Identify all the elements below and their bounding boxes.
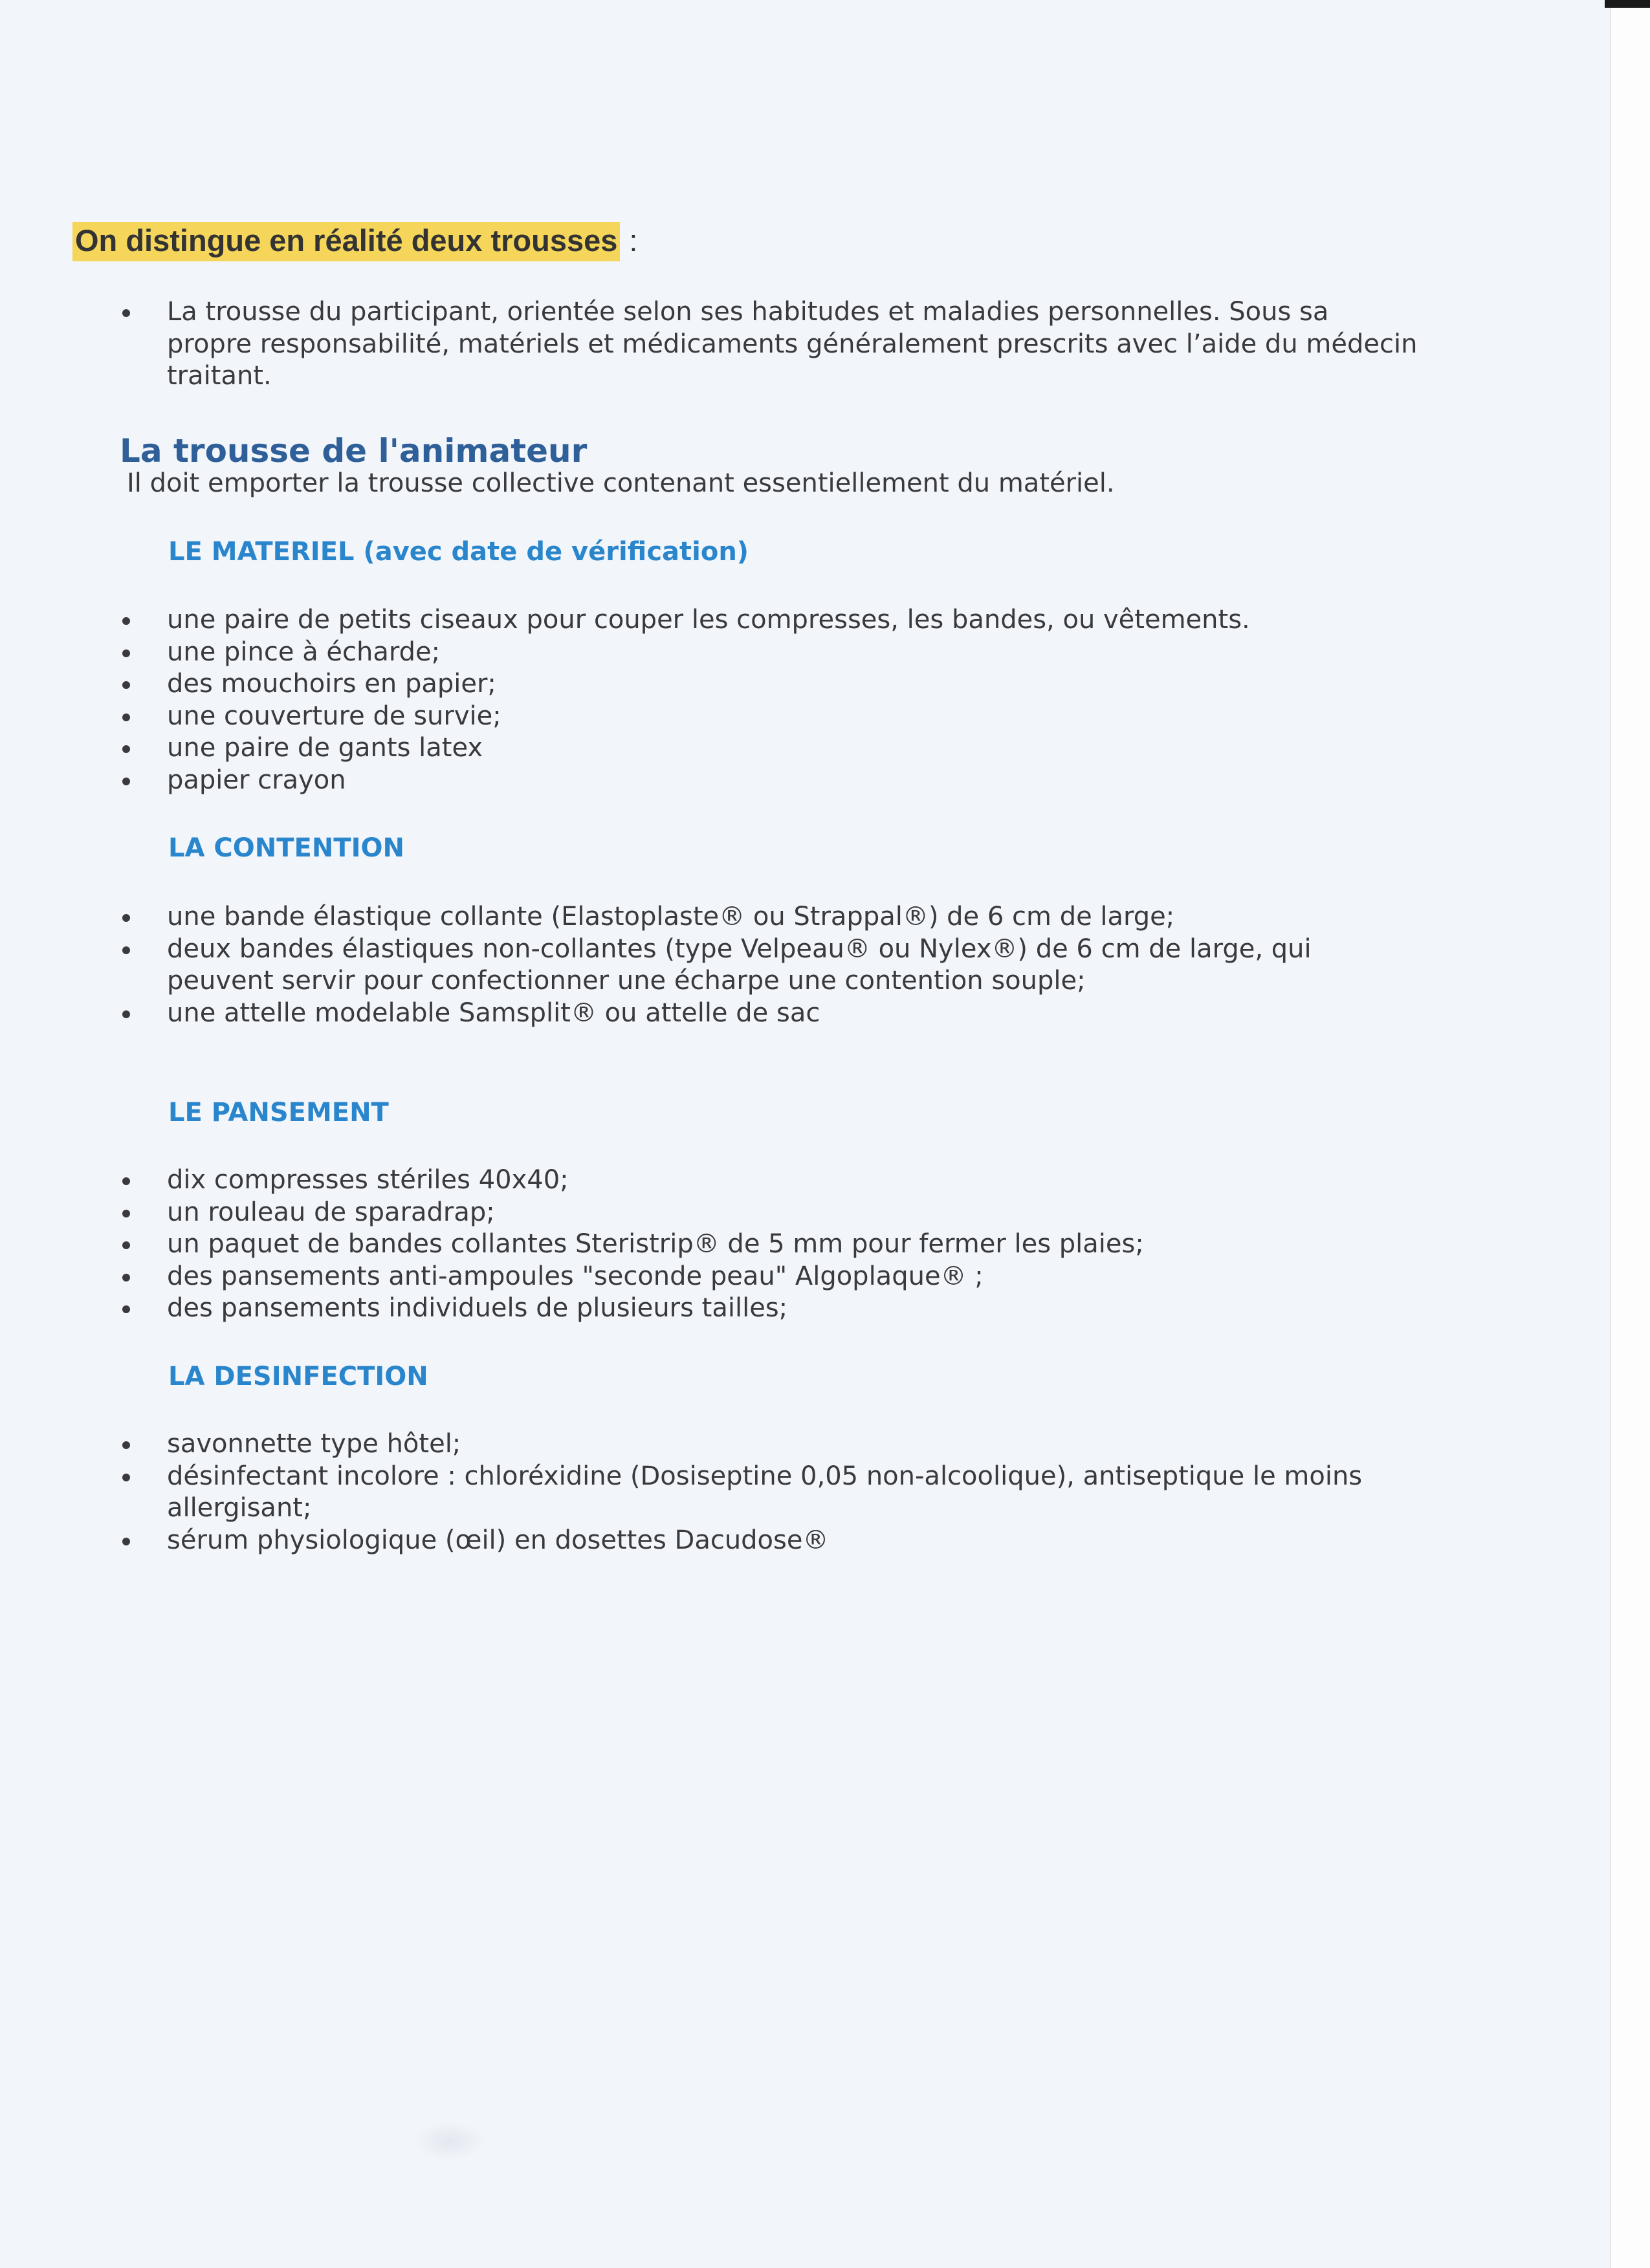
heading-materiel: LE MATERIEL (avec date de vérification) (168, 537, 749, 567)
bullet-icon (122, 745, 130, 753)
list-item (0, 1525, 1362, 1557)
heading-pansement: LE PANSEMENT (168, 1098, 389, 1128)
list-item (0, 1261, 1144, 1293)
list-item (0, 1197, 1144, 1229)
heading-desinfection: LA DESINFECTION (168, 1362, 428, 1391)
bullet-icon (122, 1305, 130, 1313)
list-item-text: une bande élastique collante (Elastoplaste® ou Strappal®) de 6 cm de large; (167, 902, 1175, 932)
pansement-list (0, 1164, 1144, 1325)
bullet-icon (122, 1177, 130, 1185)
bullet-icon (122, 1474, 130, 1481)
scan-smudge (414, 2122, 485, 2161)
list-item (0, 1228, 1144, 1261)
list-item (0, 296, 1417, 393)
list-item-text: des mouchoirs en papier; (167, 669, 496, 699)
intro-heading (72, 223, 637, 258)
list-item-text: un rouleau de sparadrap; (167, 1197, 495, 1227)
bullet-icon (122, 1538, 130, 1545)
scan-corner-mark (1605, 0, 1650, 8)
list-item-text: savonnette type hôtel; (167, 1429, 461, 1459)
list-item (0, 765, 1250, 797)
list-item (0, 732, 1250, 765)
list-item-text: désinfectant incolore : chloréxidine (Dosiseptine 0,05 non-alcoolique), antiseptique le moins allergisant; (167, 1461, 1363, 1523)
contention-list (0, 901, 1312, 1029)
list-item-text: deux bandes élastiques non-collantes (type Velpeau® ou Nylex®) de 6 cm de large, qui peuvent servir pour confectionner une écharpe une contention souple; (167, 933, 1312, 996)
desinfection-list (0, 1428, 1362, 1556)
list-item (0, 901, 1312, 933)
list-item (0, 637, 1250, 669)
page-edge (1610, 0, 1650, 2268)
bullet-icon (122, 309, 130, 317)
list-item (0, 668, 1250, 701)
materiel-list (0, 604, 1250, 796)
list-item (0, 1428, 1362, 1461)
list-item (0, 701, 1250, 733)
bullet-icon (122, 649, 130, 657)
list-item-text: La trousse du participant, orientée selon ses habitudes et maladies personnelles. Sous sa propre responsabilité, matériels et médicaments généralement prescrits avec l’aide du médecin traitant. (167, 297, 1418, 391)
list-item-text: des pansements individuels de plusieurs tailles; (167, 1293, 788, 1323)
bullet-icon (122, 714, 130, 721)
list-item-text: des pansements anti-ampoules "seconde peau" Algoplaque® ; (167, 1261, 984, 1291)
list-item (0, 1164, 1144, 1197)
intro-heading-highlight: On distingue en réalité deux trousses (72, 222, 620, 261)
list-item-text: une couverture de survie; (167, 701, 501, 731)
list-item (0, 998, 1312, 1030)
list-item-text: un paquet de bandes collantes Steristrip® de 5 mm pour fermer les plaies; (167, 1229, 1144, 1259)
bullet-icon (122, 1241, 130, 1249)
list-item (0, 933, 1312, 998)
list-item-text: sérum physiologique (œil) en dosettes Dacudose® (167, 1525, 829, 1555)
list-item (0, 604, 1250, 637)
bullet-icon (122, 1441, 130, 1449)
section-subtitle: Il doit emporter la trousse collective contenant essentiellement du matériel. (127, 468, 1115, 498)
bullet-icon (122, 617, 130, 625)
section-title: La trousse de l'animateur (120, 432, 588, 470)
list-item-text: une paire de gants latex (167, 733, 483, 763)
heading-contention: LA CONTENTION (168, 833, 404, 863)
bullet-icon (122, 1274, 130, 1281)
bullet-icon (122, 681, 130, 689)
list-item (0, 1461, 1362, 1525)
bullet-icon (122, 778, 130, 785)
list-item-text: une pince à écharde; (167, 637, 441, 667)
intro-list (0, 296, 1417, 393)
list-item-text: une attelle modelable Samsplit® ou attelle de sac (167, 998, 820, 1028)
intro-heading-colon: : (629, 223, 638, 257)
list-item-text: papier crayon (167, 765, 346, 795)
list-item (0, 1292, 1144, 1325)
bullet-icon (122, 1210, 130, 1217)
bullet-icon (122, 914, 130, 922)
list-item-text: dix compresses stériles 40x40; (167, 1165, 569, 1195)
bullet-icon (122, 1010, 130, 1018)
list-item-text: une paire de petits ciseaux pour couper les compresses, les bandes, ou vêtements. (167, 605, 1250, 635)
bullet-icon (122, 946, 130, 954)
